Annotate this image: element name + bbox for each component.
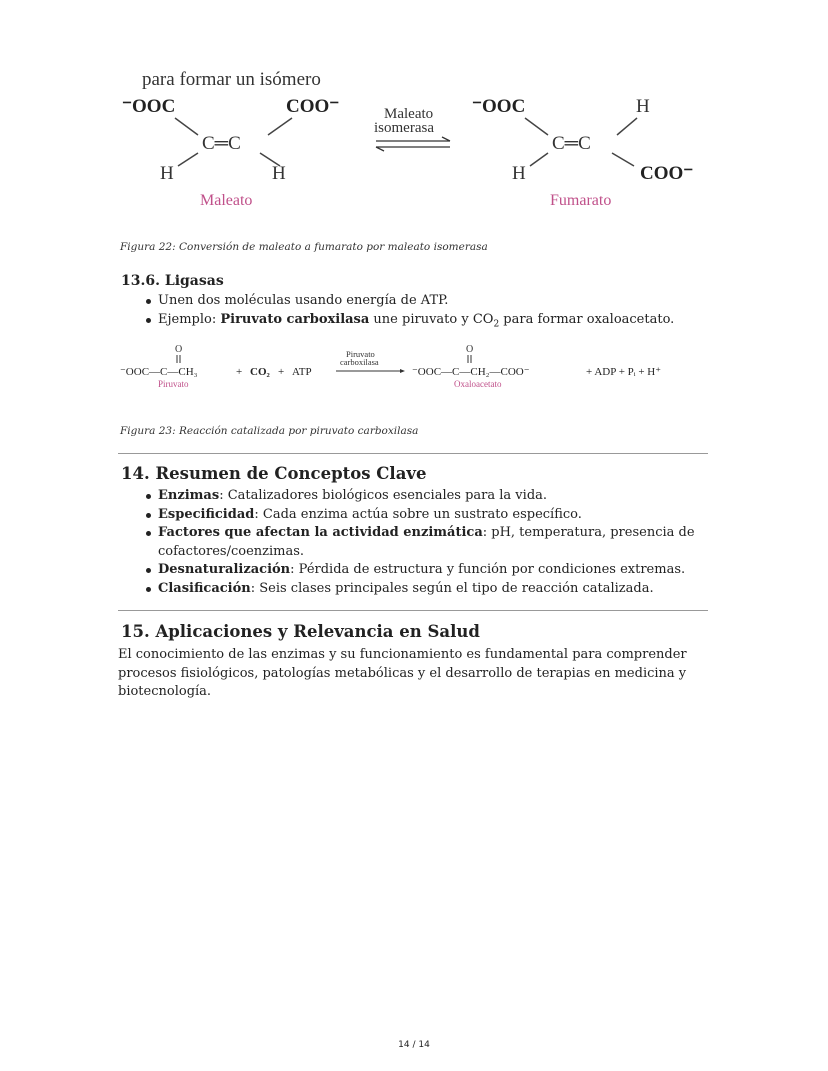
svg-text:H: H xyxy=(636,96,650,117)
fumarato-label: Fumarato xyxy=(550,192,612,209)
svg-text:⁻OOC: ⁻OOC xyxy=(472,96,526,117)
svg-text:H: H xyxy=(272,163,286,184)
list-item: Clasificación: Seis clases principales según el tipo de reacción catalizada. xyxy=(118,580,718,599)
svg-text:+ ADP + Pᵢ + H⁺: + ADP + Pᵢ + H⁺ xyxy=(586,366,662,378)
svg-text:Piruvato: Piruvato xyxy=(346,349,375,359)
svg-text:⁻OOC: ⁻OOC xyxy=(122,96,176,117)
svg-text:CO₂: CO₂ xyxy=(250,366,270,378)
pyruvate-carboxylase-figure xyxy=(118,340,708,396)
maleate-isomerase-figure xyxy=(120,66,708,216)
svg-text:O: O xyxy=(175,344,183,355)
svg-text:O: O xyxy=(466,344,474,355)
svg-text:+: + xyxy=(236,366,243,378)
svg-text:COO⁻: COO⁻ xyxy=(286,96,340,117)
svg-text:C═C: C═C xyxy=(552,133,591,154)
section-15-paragraph: El conocimiento de las enzimas y su funcionamiento es fundamental para comprender procesos fisiológicos, patologías metabólicas y el desarrollo de terapias en medicina y biotecnología. xyxy=(118,647,687,699)
ligasas-list xyxy=(118,292,718,334)
svg-text:carboxilasa: carboxilasa xyxy=(340,357,379,367)
svg-text:Oxaloacetato: Oxaloacetato xyxy=(454,379,502,389)
section-divider xyxy=(118,453,708,454)
list-item: Desnaturalización: Pérdida de estructura y función por condiciones extremas. xyxy=(118,561,718,580)
svg-text:Piruvato: Piruvato xyxy=(158,379,189,389)
section-14-heading: 14. Resumen de Conceptos Clave xyxy=(121,464,427,483)
section-divider xyxy=(118,610,708,611)
figure-top-text: para formar un isómero xyxy=(142,69,321,90)
svg-text:⁻OOC—C—CH₃: ⁻OOC—C—CH₃ xyxy=(120,366,198,378)
list-item: Especificidad: Cada enzima actúa sobre un sustrato específico. xyxy=(118,506,718,525)
svg-text:COO⁻: COO⁻ xyxy=(640,163,694,184)
maleato-label: Maleato xyxy=(200,192,253,209)
svg-text:⁻OOC—C—CH₂—COO⁻: ⁻OOC—C—CH₂—COO⁻ xyxy=(412,366,530,378)
list-item: Ejemplo: Piruvato carboxilasa une piruvato y $CO_2$ para formar oxaloacetato. xyxy=(118,311,718,334)
svg-text:Maleato: Maleato xyxy=(384,106,434,122)
figure-22-caption: Figura 22: Conversión de maleato a fumarato por maleato isomerasa xyxy=(120,241,488,253)
key-concepts-list xyxy=(118,487,718,598)
list-item: Unen dos moléculas usando energía de ATP. xyxy=(118,292,718,311)
svg-text:C═C: C═C xyxy=(202,133,241,154)
figure-23-caption: Figura 23: Reacción catalizada por piruvato carboxilasa xyxy=(120,425,419,437)
section-13-6-heading: 13.6. Ligasas xyxy=(121,273,224,289)
svg-text:ATP: ATP xyxy=(292,366,312,378)
svg-text:+: + xyxy=(278,366,285,378)
svg-text:H: H xyxy=(160,163,174,184)
list-item: Enzimas: Catalizadores biológicos esenciales para la vida. xyxy=(118,487,718,506)
page-number: 14 / 14 xyxy=(398,1040,430,1050)
section-15-heading: 15. Aplicaciones y Relevancia en Salud xyxy=(121,622,480,641)
list-item: Factores que afectan la actividad enzimática: pH, temperatura, presencia de cofactores/coenzimas. xyxy=(118,524,718,561)
svg-text:isomerasa: isomerasa xyxy=(374,120,434,136)
svg-text:H: H xyxy=(512,163,526,184)
